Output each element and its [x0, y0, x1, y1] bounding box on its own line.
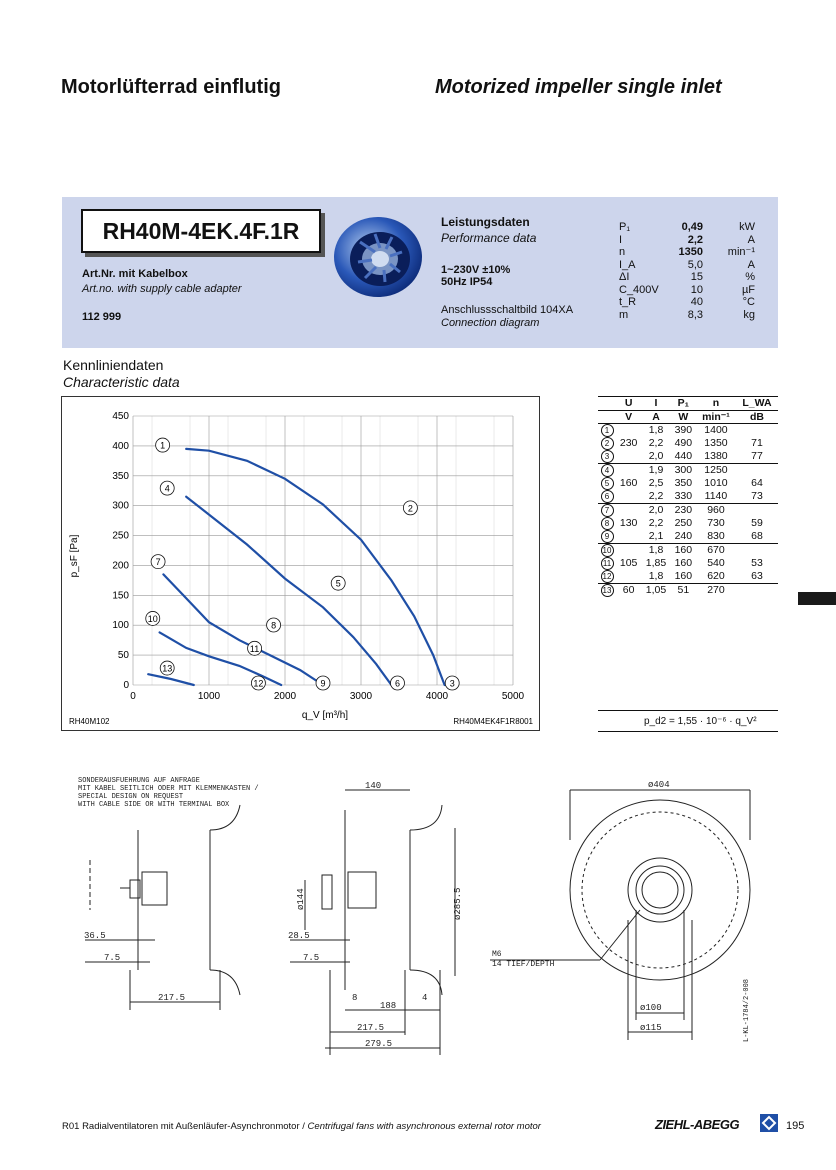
table-header: P₁ — [677, 397, 690, 409]
brand-logo-text: ZIEHL-ABEGG — [655, 1117, 740, 1132]
table-cell-l: 59 — [751, 517, 763, 530]
perf-symbol: P₁ — [619, 221, 631, 233]
title-english: Motorized impeller single inlet — [435, 76, 722, 98]
curve-marker-label: 13 — [162, 663, 173, 674]
row-number: 2 — [601, 437, 614, 450]
curve-marker-label: 9 — [320, 678, 326, 689]
table-cell-p: 160 — [674, 570, 693, 583]
title-german: Motorlüfterrad einflutig — [61, 76, 281, 98]
table-unit — [598, 410, 616, 424]
table-cell-p: 330 — [674, 490, 693, 503]
y-tick-label: 0 — [123, 680, 129, 691]
table-cell-n: 960 — [707, 504, 725, 517]
table-cell-n: 620 — [707, 570, 725, 583]
table-cell-l: 71 — [751, 437, 763, 450]
table-cell-p: 300 — [674, 464, 693, 477]
y-tick-label: 50 — [117, 650, 129, 662]
x-axis-label: q_V [m³/h] — [301, 710, 349, 721]
table-row — [598, 450, 778, 464]
curve-marker-label: 5 — [335, 578, 341, 589]
footer-english: Centrifugal fans with asynchronous external rotor motor — [307, 1121, 541, 1132]
row-number: 10 — [601, 544, 614, 557]
thread-m6: M6 — [492, 950, 502, 959]
perf-unit: min⁻¹ — [727, 246, 755, 258]
perf-row — [617, 234, 757, 247]
perf-row — [617, 284, 757, 297]
table-cell-n: 1010 — [704, 477, 728, 490]
table-cell-l: 53 — [751, 557, 763, 570]
table-header — [598, 397, 616, 410]
table-cell-u: 60 — [622, 584, 635, 597]
supply-voltage: 1~230V ±10% — [441, 264, 511, 276]
table-cell-u — [616, 530, 641, 544]
table-cell-n: 1250 — [704, 464, 728, 477]
dim-d100: ø100 — [640, 1003, 662, 1013]
table-unit: V — [625, 410, 633, 423]
table-cell-i: 1,8 — [648, 544, 664, 557]
row-number: 9 — [601, 530, 614, 543]
table-cell-l — [736, 504, 778, 518]
row-number: 4 — [601, 464, 614, 477]
row-number: 6 — [601, 490, 614, 503]
perf-unit: kW — [739, 221, 755, 233]
table-unit: W — [678, 410, 689, 423]
table-row — [598, 490, 778, 504]
table-cell-i: 2,5 — [648, 477, 664, 490]
dim-7-5-right: 7.5 — [303, 953, 320, 963]
y-tick-label: 400 — [112, 440, 129, 452]
table-cell-u: 105 — [619, 557, 638, 570]
row-number: 1 — [601, 424, 614, 437]
curve-marker-label: 12 — [253, 678, 264, 689]
perf-value: 8,3 — [687, 308, 703, 321]
table-cell-l — [736, 544, 778, 558]
table-cell-i: 1,8 — [648, 570, 664, 583]
table-cell-l — [736, 584, 778, 598]
y-tick-label: 100 — [112, 620, 129, 632]
perf-unit: kg — [743, 308, 755, 321]
y-tick-label: 200 — [112, 560, 129, 572]
table-row — [598, 437, 778, 450]
char-title-de: Kennliniendaten — [63, 357, 164, 373]
y-axis-label: p_sF [Pa] — [69, 534, 80, 578]
curve-marker-label: 11 — [249, 643, 260, 654]
perf-unit: A — [747, 258, 755, 271]
table-cell-i: 2,0 — [648, 504, 664, 517]
model-name: RH40M-4EK.4F.1R — [81, 209, 321, 253]
dim-217-5-left: 217.5 — [158, 993, 186, 1003]
table-row — [598, 517, 778, 530]
curve-marker-label: 8 — [271, 620, 277, 631]
x-tick-label: 3000 — [349, 691, 373, 702]
characteristic-chart — [61, 396, 541, 732]
y-tick-label: 350 — [112, 470, 129, 482]
perf-unit: µF — [741, 283, 755, 296]
dynamic-pressure-formula: p_d2 = 1,55 · 10⁻⁶ · q_V² — [644, 716, 757, 727]
perf-symbol: ΔI — [619, 271, 630, 283]
note-line-1: SONDERAUSFUEHRUNG AUF ANFRAGE — [78, 777, 200, 785]
table-cell-n: 540 — [707, 557, 725, 570]
table-cell-l: 64 — [751, 477, 763, 490]
table-cell-p: 490 — [674, 437, 693, 450]
curve-marker-label: 7 — [155, 557, 161, 568]
chart-ref-left: RH40M102 — [69, 717, 110, 726]
table-cell-n: 830 — [707, 530, 725, 543]
x-tick-label: 1000 — [197, 691, 221, 702]
table-cell-n: 1350 — [704, 437, 728, 450]
table-cell-u — [616, 450, 641, 464]
char-title-en: Characteristic data — [63, 374, 180, 390]
table-cell-p: 250 — [674, 517, 693, 530]
perf-unit: A — [747, 233, 755, 246]
table-cell-l: 63 — [751, 570, 763, 583]
table-cell-i: 1,05 — [645, 584, 667, 597]
chart-ref-right: RH40M4EK4F1R8001 — [453, 717, 533, 726]
dim-188: 188 — [380, 1001, 397, 1011]
dimension-drawing — [60, 770, 780, 1065]
table-row — [598, 557, 778, 570]
perf-row — [617, 246, 757, 259]
page-number: 195 — [786, 1120, 805, 1132]
table-unit: dB — [749, 410, 764, 423]
perf-unit: % — [745, 271, 755, 283]
row-number: 8 — [601, 517, 614, 530]
table-cell-l: 73 — [751, 490, 763, 503]
thread-depth: 14 TIEF/DEPTH — [492, 960, 555, 969]
y-tick-label: 300 — [112, 500, 129, 512]
perf-unit: °C — [742, 296, 755, 308]
table-cell-u — [616, 570, 641, 584]
table-header: I — [654, 397, 658, 409]
table-cell-i: 1,9 — [648, 464, 664, 477]
connection-diagram-de: Anschlussschaltbild 104XA — [441, 304, 574, 316]
table-row — [598, 464, 778, 478]
table-cell-u — [616, 464, 641, 478]
table-cell-u — [616, 504, 641, 518]
dim-d285-5: ø285.5 — [453, 887, 463, 920]
table-cell-u — [616, 544, 641, 558]
note-line-2: MIT KABEL SEITLICH ODER MIT KLEMMENKASTEN / — [78, 785, 259, 793]
table-row — [598, 584, 778, 598]
table-cell-u: 160 — [619, 477, 638, 490]
perf-symbol: t_R — [619, 296, 637, 308]
article-number: 112 999 — [82, 311, 122, 323]
perf-title-en: Performance data — [441, 231, 537, 245]
table-cell-n: 1380 — [704, 450, 728, 463]
perf-symbol: I_A — [619, 258, 636, 271]
table-row — [598, 570, 778, 584]
x-tick-label: 2000 — [273, 691, 297, 702]
table-cell-n: 270 — [707, 584, 725, 597]
perf-title-de: Leistungsdaten — [441, 215, 530, 229]
y-tick-label: 450 — [112, 411, 129, 422]
table-cell-p: 440 — [674, 450, 693, 463]
table-row — [598, 424, 778, 438]
perf-value: 5,0 — [687, 258, 703, 271]
perf-row — [617, 271, 757, 284]
dim-d115: ø115 — [640, 1023, 662, 1033]
dim-8: 8 — [352, 993, 358, 1003]
table-cell-n: 1140 — [704, 490, 728, 503]
table-cell-p: 160 — [674, 544, 693, 557]
row-number: 7 — [601, 504, 614, 517]
table-cell-u — [616, 490, 641, 504]
row-number: 11 — [601, 557, 614, 570]
curve-marker-label: 10 — [147, 613, 158, 624]
artnr-german: Art.Nr. mit Kabelbox — [82, 268, 188, 280]
x-tick-label: 5000 — [501, 691, 525, 702]
table-header: L_WA — [742, 397, 772, 409]
dim-4: 4 — [422, 993, 428, 1003]
drawing-number: L-KL-1784/2-008 — [743, 978, 751, 1042]
frequency-ip: 50Hz IP54 — [441, 276, 493, 288]
table-row — [598, 504, 778, 518]
perf-symbol: n — [619, 246, 626, 258]
table-row — [598, 477, 778, 490]
table-cell-i: 2,2 — [648, 437, 664, 450]
curve-marker-label: 2 — [407, 503, 413, 514]
perf-symbol: I — [619, 233, 623, 246]
table-cell-l: 68 — [751, 530, 763, 543]
dim-d144: ø144 — [296, 888, 306, 910]
table-cell-p: 51 — [677, 584, 690, 597]
table-row — [598, 530, 778, 544]
note-line-4: WITH CABLE SIDE OR WITH TERMINAL BOX — [78, 801, 230, 809]
table-cell-p: 240 — [674, 530, 693, 543]
table-cell-u: 130 — [619, 517, 638, 530]
table-cell-u — [616, 424, 641, 438]
perf-value: 10 — [690, 283, 703, 296]
table-header: n — [712, 397, 720, 409]
row-number: 13 — [601, 584, 614, 597]
dim-7-5-left: 7.5 — [104, 953, 121, 963]
perf-row — [617, 259, 757, 272]
perf-value: 0,49 — [681, 221, 703, 233]
curve-marker-label: 4 — [164, 483, 170, 494]
table-cell-i: 1,85 — [645, 557, 667, 570]
table-cell-i: 2,1 — [648, 530, 664, 543]
y-tick-label: 150 — [112, 590, 129, 602]
perf-value: 15 — [690, 271, 703, 283]
table-cell-n: 670 — [707, 544, 725, 557]
formula-rule-bottom — [598, 731, 778, 732]
table-row — [598, 544, 778, 558]
row-number: 12 — [601, 570, 614, 583]
table-cell-p: 230 — [674, 504, 693, 517]
table-unit: A — [652, 410, 660, 423]
table-unit: min⁻¹ — [702, 410, 730, 423]
table-cell-u: 230 — [619, 437, 638, 450]
table-cell-l: 77 — [751, 450, 763, 463]
brand-logo-icon — [760, 1114, 778, 1132]
note-line-3: SPECIAL DESIGN ON REQUEST — [78, 793, 184, 801]
table-cell-i: 2,2 — [648, 490, 664, 503]
curve-marker-label: 1 — [160, 440, 166, 451]
perf-symbol: C_400V — [619, 283, 659, 296]
dim-d404: ø404 — [648, 780, 670, 790]
row-number: 3 — [601, 450, 614, 463]
table-cell-l — [736, 424, 778, 438]
perf-row — [617, 296, 757, 309]
curve-marker-label: 3 — [449, 678, 455, 689]
y-tick-label: 250 — [112, 530, 129, 542]
formula-rule-top — [598, 710, 778, 711]
perf-symbol: m — [619, 308, 629, 321]
artnr-english: Art.no. with supply cable adapter — [82, 283, 242, 295]
table-cell-p: 160 — [674, 557, 693, 570]
table-header: U — [624, 397, 633, 409]
dim-140: 140 — [365, 781, 382, 791]
operating-points-table — [598, 397, 778, 597]
table-cell-i: 1,8 — [648, 424, 664, 437]
row-number: 5 — [601, 477, 614, 490]
x-tick-label: 4000 — [425, 691, 449, 702]
section-tab-marker — [798, 592, 836, 605]
x-tick-label: 0 — [130, 691, 136, 702]
impeller-image — [330, 212, 430, 302]
table-cell-n: 1400 — [704, 424, 728, 437]
table-cell-p: 390 — [674, 424, 693, 437]
dim-279-5: 279.5 — [365, 1039, 393, 1049]
dim-36-5: 36.5 — [84, 931, 106, 941]
perf-row — [617, 221, 757, 234]
footer-german: R01 Radialventilatoren mit Außenläufer-Asynchronmotor / — [62, 1121, 308, 1132]
table-cell-p: 350 — [674, 477, 693, 490]
connection-diagram-en: Connection diagram — [441, 317, 540, 329]
performance-table — [617, 221, 757, 321]
dim-28-5: 28.5 — [288, 931, 310, 941]
perf-value: 1350 — [678, 246, 703, 258]
table-cell-n: 730 — [707, 517, 725, 530]
table-cell-i: 2,2 — [648, 517, 664, 530]
table-cell-i: 2,0 — [648, 450, 664, 463]
perf-value: 2,2 — [687, 233, 703, 246]
perf-value: 40 — [690, 296, 703, 308]
footer-text — [62, 1121, 541, 1132]
perf-row — [617, 309, 757, 322]
dim-217-5-mid: 217.5 — [357, 1023, 385, 1033]
curve-marker-label: 6 — [394, 678, 400, 689]
table-cell-l — [736, 464, 778, 478]
